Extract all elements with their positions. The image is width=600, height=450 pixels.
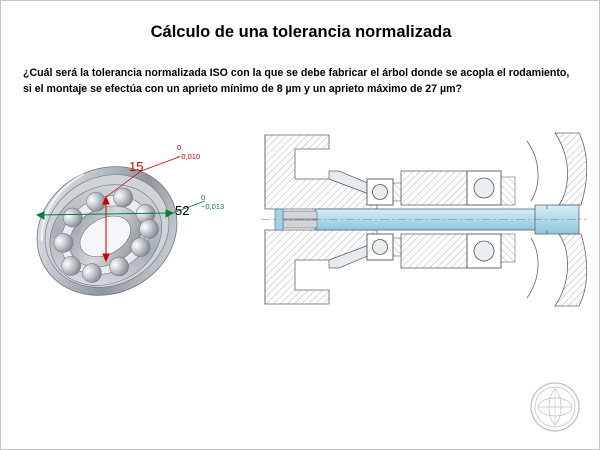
outer-dimension-value: 52 — [175, 203, 190, 218]
university-seal-watermark — [529, 381, 581, 433]
bore-dimension-tolerance — [177, 143, 200, 162]
page-title: Cálculo de una tolerancia normalizada — [150, 23, 452, 41]
outer-lower-tolerance: −0,013 — [201, 202, 225, 212]
bore-dimension-value: 15 — [129, 159, 144, 174]
outer-dimension-tolerance — [201, 193, 224, 212]
assembly-drawing — [259, 127, 589, 312]
bore-upper-tolerance: 0 — [177, 143, 182, 152]
bearing-figure — [29, 131, 254, 311]
bearing-ball-cross-section — [29, 131, 254, 311]
outer-upper-tolerance: 0 — [201, 193, 206, 202]
question-text: ¿Cuál será la tolerancia normalizada ISO con la que se debe fabricar el árbol donde se acopla el rodamiento, si el montaje se efectúa con un aprieto mínimo de 8 µm y un aprieto máximo de 27 µm? — [23, 67, 570, 96]
shaft-assembly-section — [259, 127, 589, 312]
bore-lower-tolerance: −0,010 — [177, 152, 201, 162]
